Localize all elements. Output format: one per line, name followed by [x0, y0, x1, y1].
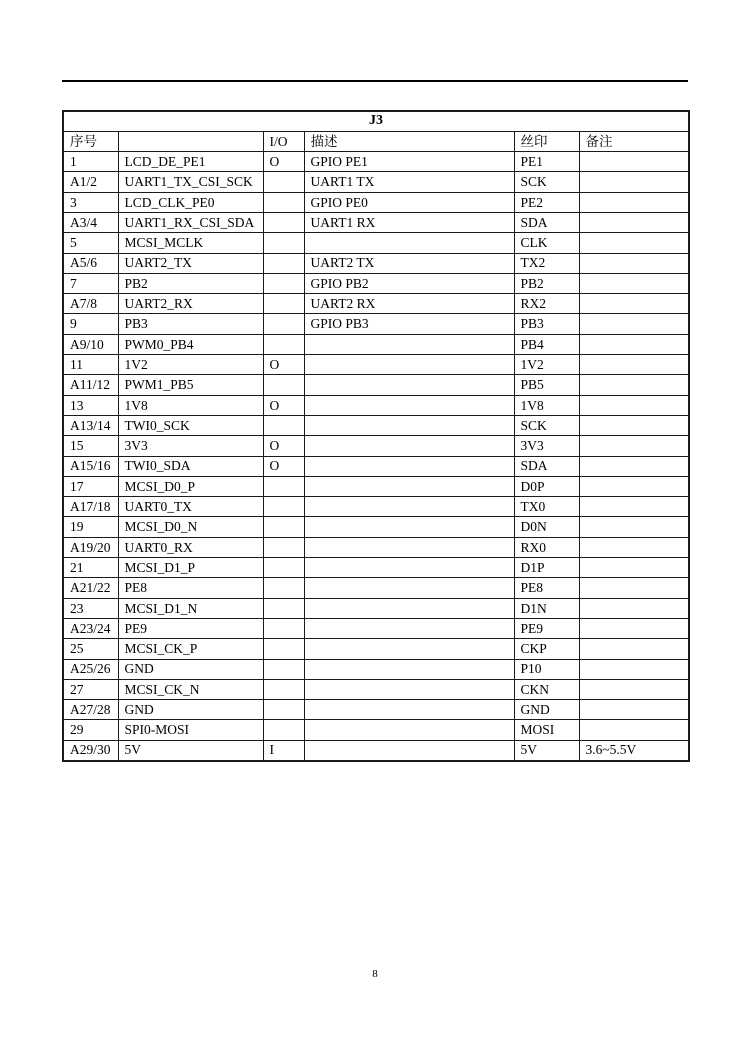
j3-pin-table	[62, 110, 690, 762]
table-cell	[579, 273, 689, 293]
table-cell	[304, 436, 514, 456]
table-cell	[579, 598, 689, 618]
table-cell: I	[263, 740, 304, 760]
table-cell: MCSI_D0_P	[118, 476, 263, 496]
table-cell: MCSI_D0_N	[118, 517, 263, 537]
table-cell: MCSI_CK_P	[118, 639, 263, 659]
table-cell	[579, 375, 689, 395]
table-cell: MCSI_CK_N	[118, 679, 263, 699]
table-cell	[579, 679, 689, 699]
table-cell: D0N	[514, 517, 579, 537]
table-cell	[579, 517, 689, 537]
table-cell	[579, 639, 689, 659]
table-row	[63, 172, 689, 192]
table-cell: 29	[63, 720, 118, 740]
table-cell: PE1	[514, 152, 579, 172]
table-cell	[304, 517, 514, 537]
table-cell	[263, 598, 304, 618]
table-cell: GND	[514, 700, 579, 720]
table-row	[63, 476, 689, 496]
table-cell	[263, 578, 304, 598]
table-cell	[263, 294, 304, 314]
table-cell	[263, 192, 304, 212]
table-row	[63, 517, 689, 537]
table-cell	[263, 415, 304, 435]
table-cell: A3/4	[63, 212, 118, 232]
column-header-signal	[118, 131, 263, 151]
table-cell: UART2 RX	[304, 294, 514, 314]
table-cell	[263, 212, 304, 232]
table-cell	[263, 558, 304, 578]
table-cell	[579, 700, 689, 720]
table-row	[63, 578, 689, 598]
table-cell	[263, 375, 304, 395]
table-cell	[304, 740, 514, 760]
table-row	[63, 314, 689, 334]
table-cell: 17	[63, 476, 118, 496]
table-cell	[579, 456, 689, 476]
table-row	[63, 598, 689, 618]
table-row	[63, 639, 689, 659]
table-cell	[579, 192, 689, 212]
table-cell: A5/6	[63, 253, 118, 273]
column-header-remark: 备注	[579, 131, 689, 151]
table-cell: A15/16	[63, 456, 118, 476]
table-cell: UART2 TX	[304, 253, 514, 273]
page-number: 8	[372, 968, 378, 980]
table-cell: A29/30	[63, 740, 118, 760]
table-cell	[579, 294, 689, 314]
table-cell	[579, 436, 689, 456]
table-cell	[263, 639, 304, 659]
table-cell: GPIO PE0	[304, 192, 514, 212]
table-cell: A11/12	[63, 375, 118, 395]
table-cell: O	[263, 355, 304, 375]
table-cell	[263, 314, 304, 334]
table-cell: 11	[63, 355, 118, 375]
table-cell	[263, 537, 304, 557]
table-cell: SCK	[514, 172, 579, 192]
table-cell	[579, 415, 689, 435]
table-cell: PE9	[514, 618, 579, 638]
column-header-silkscreen: 丝印	[514, 131, 579, 151]
table-cell	[304, 639, 514, 659]
table-cell: 7	[63, 273, 118, 293]
table-row	[63, 233, 689, 253]
table-cell: A17/18	[63, 497, 118, 517]
table-cell: MOSI	[514, 720, 579, 740]
table-row	[63, 497, 689, 517]
table-cell: 9	[63, 314, 118, 334]
table-cell: UART1_RX_CSI_SDA	[118, 212, 263, 232]
table-cell	[304, 537, 514, 557]
table-cell: LCD_DE_PE1	[118, 152, 263, 172]
table-row	[63, 212, 689, 232]
table-row	[63, 558, 689, 578]
table-cell	[304, 700, 514, 720]
table-cell: SDA	[514, 212, 579, 232]
table-cell: 3V3	[514, 436, 579, 456]
table-cell	[579, 212, 689, 232]
table-cell	[304, 476, 514, 496]
table-cell: PE2	[514, 192, 579, 212]
table-cell	[304, 659, 514, 679]
table-row	[63, 415, 689, 435]
table-cell: CLK	[514, 233, 579, 253]
column-header-io: I/O	[263, 131, 304, 151]
table-title-row	[63, 111, 689, 131]
table-row	[63, 740, 689, 760]
table-row	[63, 273, 689, 293]
table-cell	[263, 497, 304, 517]
table-cell: UART0_TX	[118, 497, 263, 517]
table-cell: PWM0_PB4	[118, 334, 263, 354]
table-cell: TX0	[514, 497, 579, 517]
table-cell: O	[263, 152, 304, 172]
table-cell: 1V2	[514, 355, 579, 375]
column-header-description: 描述	[304, 131, 514, 151]
table-cell	[304, 355, 514, 375]
table-cell	[304, 558, 514, 578]
table-cell: UART2_RX	[118, 294, 263, 314]
table-cell	[304, 233, 514, 253]
table-cell: 1V8	[118, 395, 263, 415]
table-cell: 1	[63, 152, 118, 172]
table-cell: UART2_TX	[118, 253, 263, 273]
table-cell: 15	[63, 436, 118, 456]
table-row	[63, 334, 689, 354]
table-cell	[304, 679, 514, 699]
table-cell	[579, 659, 689, 679]
table-cell: A23/24	[63, 618, 118, 638]
table-cell: MCSI_D1_P	[118, 558, 263, 578]
table-cell: A27/28	[63, 700, 118, 720]
table-cell	[263, 517, 304, 537]
table-cell	[579, 334, 689, 354]
table-cell	[304, 415, 514, 435]
table-cell	[263, 720, 304, 740]
table-cell: PE8	[118, 578, 263, 598]
table-cell: 27	[63, 679, 118, 699]
table-cell	[304, 598, 514, 618]
table-cell	[579, 618, 689, 638]
table-cell: UART1_TX_CSI_SCK	[118, 172, 263, 192]
table-row	[63, 253, 689, 273]
table-cell	[304, 618, 514, 638]
table-cell	[579, 578, 689, 598]
table-cell: UART0_RX	[118, 537, 263, 557]
table-cell: PE9	[118, 618, 263, 638]
table-title: J3	[63, 111, 689, 131]
table-cell: D0P	[514, 476, 579, 496]
table-cell: UART1 TX	[304, 172, 514, 192]
table-cell	[579, 497, 689, 517]
table-row	[63, 720, 689, 740]
table-cell: SCK	[514, 415, 579, 435]
table-cell: A1/2	[63, 172, 118, 192]
table-cell: PB2	[514, 273, 579, 293]
table-cell	[263, 172, 304, 192]
table-row	[63, 395, 689, 415]
table-cell	[579, 476, 689, 496]
table-row	[63, 152, 689, 172]
table-row	[63, 294, 689, 314]
table-cell: GPIO PE1	[304, 152, 514, 172]
table-cell: TX2	[514, 253, 579, 273]
table-row	[63, 375, 689, 395]
table-cell: D1P	[514, 558, 579, 578]
table-cell	[579, 233, 689, 253]
table-cell	[304, 334, 514, 354]
table-cell: PWM1_PB5	[118, 375, 263, 395]
table-cell: 5V	[514, 740, 579, 760]
table-cell: 13	[63, 395, 118, 415]
table-cell: 23	[63, 598, 118, 618]
table-cell: P10	[514, 659, 579, 679]
table-cell	[579, 314, 689, 334]
table-cell	[304, 375, 514, 395]
table-cell: 21	[63, 558, 118, 578]
table-cell	[263, 659, 304, 679]
table-cell	[263, 253, 304, 273]
table-cell	[579, 172, 689, 192]
table-cell: D1N	[514, 598, 579, 618]
table-cell: A25/26	[63, 659, 118, 679]
table-cell	[304, 456, 514, 476]
table-cell: UART1 RX	[304, 212, 514, 232]
table-cell: PE8	[514, 578, 579, 598]
table-cell	[579, 558, 689, 578]
table-cell: O	[263, 436, 304, 456]
table-row	[63, 192, 689, 212]
table-cell: LCD_CLK_PE0	[118, 192, 263, 212]
table-cell: 19	[63, 517, 118, 537]
table-cell: SDA	[514, 456, 579, 476]
table-cell: PB4	[514, 334, 579, 354]
table-cell: 3	[63, 192, 118, 212]
table-row	[63, 456, 689, 476]
table-cell	[263, 618, 304, 638]
table-cell: A7/8	[63, 294, 118, 314]
table-cell: PB5	[514, 375, 579, 395]
table-cell	[579, 395, 689, 415]
table-cell: A13/14	[63, 415, 118, 435]
table-cell	[263, 679, 304, 699]
table-cell: 5	[63, 233, 118, 253]
table-cell: A19/20	[63, 537, 118, 557]
table-cell: GND	[118, 700, 263, 720]
table-cell: 3V3	[118, 436, 263, 456]
table-cell: RX2	[514, 294, 579, 314]
table-cell	[263, 273, 304, 293]
table-cell	[579, 152, 689, 172]
table-row	[63, 537, 689, 557]
table-cell	[263, 700, 304, 720]
table-row	[63, 659, 689, 679]
table-cell: O	[263, 456, 304, 476]
table-cell: 1V8	[514, 395, 579, 415]
table-cell: 25	[63, 639, 118, 659]
table-row	[63, 700, 689, 720]
table-cell: CKN	[514, 679, 579, 699]
table-cell	[304, 497, 514, 517]
table-cell: RX0	[514, 537, 579, 557]
table-cell: PB3	[118, 314, 263, 334]
table-header-row	[63, 131, 689, 151]
table-cell: PB3	[514, 314, 579, 334]
table-cell: A9/10	[63, 334, 118, 354]
table-row	[63, 618, 689, 638]
table-cell	[304, 395, 514, 415]
table-row	[63, 355, 689, 375]
table-cell: CKP	[514, 639, 579, 659]
table-cell: PB2	[118, 273, 263, 293]
table-cell	[579, 355, 689, 375]
table-cell: GPIO PB2	[304, 273, 514, 293]
table-cell: MCSI_MCLK	[118, 233, 263, 253]
table-cell: 3.6~5.5V	[579, 740, 689, 760]
table-cell	[304, 720, 514, 740]
table-cell: TWI0_SDA	[118, 456, 263, 476]
table-row	[63, 679, 689, 699]
column-header-index: 序号	[63, 131, 118, 151]
table-cell: 1V2	[118, 355, 263, 375]
table-cell: O	[263, 395, 304, 415]
table-cell: 5V	[118, 740, 263, 760]
table-cell: GPIO PB3	[304, 314, 514, 334]
table-cell	[263, 334, 304, 354]
table-cell: MCSI_D1_N	[118, 598, 263, 618]
table-cell	[579, 253, 689, 273]
table-cell	[263, 476, 304, 496]
table-cell	[304, 578, 514, 598]
table-cell	[579, 537, 689, 557]
table-cell: GND	[118, 659, 263, 679]
table-row	[63, 436, 689, 456]
table-cell	[579, 720, 689, 740]
table-cell: TWI0_SCK	[118, 415, 263, 435]
table-cell: SPI0-MOSI	[118, 720, 263, 740]
header-rule	[62, 80, 688, 82]
table-cell: A21/22	[63, 578, 118, 598]
table-cell	[263, 233, 304, 253]
